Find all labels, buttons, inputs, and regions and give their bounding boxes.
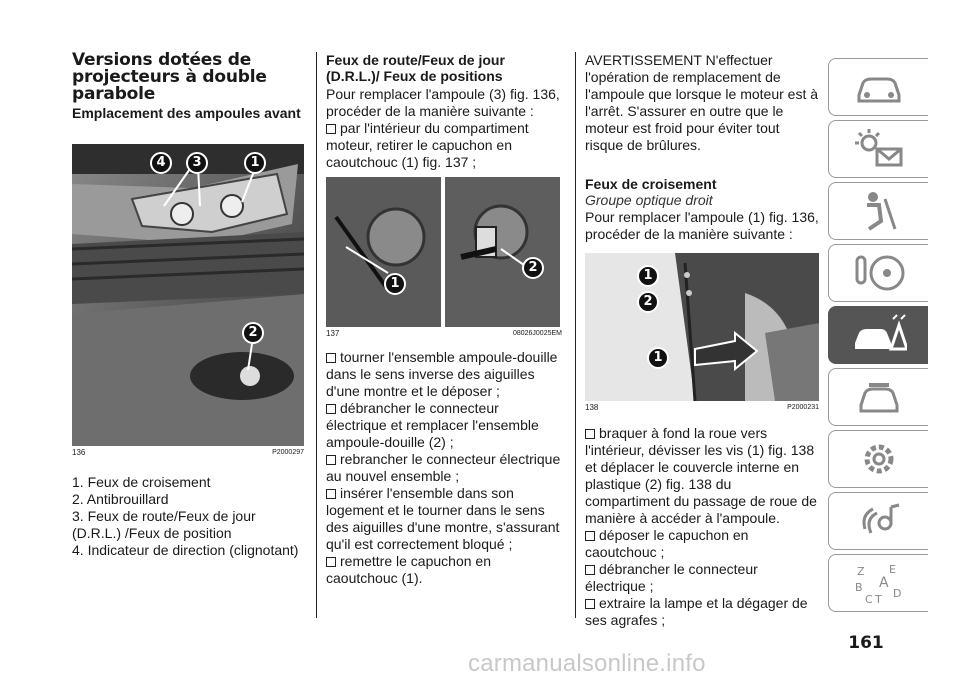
multimedia-icon <box>851 499 907 543</box>
checkbox-icon <box>326 489 336 499</box>
index-letter: C <box>864 593 873 605</box>
index-letters-icon <box>851 561 907 605</box>
section-subtitle: Emplacement des ampoules avant <box>72 105 301 121</box>
figure-number: 136 <box>72 448 86 457</box>
step-item: braquer à fond la roue vers l'intérieur, dévisser les vis (1) fig. 138 et déplacer le couvercle interne en plastique (2) fig. 138 du compartiment du passage de roue de manière à accéder à l'ampoule. <box>585 425 817 526</box>
column-2 <box>326 52 562 587</box>
checkbox-icon <box>326 124 336 134</box>
callout-badge: 2 <box>522 257 544 279</box>
steps-list <box>585 425 819 629</box>
intro-text: Pour remplacer l'ampoule (1) fig. 136, procéder de la manière suivante : <box>585 209 819 242</box>
callout-badge: 1 <box>384 273 406 295</box>
checkbox-icon <box>326 404 336 414</box>
legend-item: 3. Feux de route/Feux de jour (D.R.L.) /Feux de position <box>72 508 256 541</box>
index-letter: Z <box>856 565 865 578</box>
group-title: Groupe optique droit <box>585 192 713 208</box>
legend-item: 4. Indicateur de direction (clignotant) <box>72 542 299 558</box>
callout-badge: 1 <box>637 265 659 287</box>
checkbox-icon <box>585 531 595 541</box>
figure-code: P2000297 <box>272 449 304 456</box>
step-item: extraire la lampe et la dégager de ses agrafes ; <box>585 595 808 628</box>
step-item: tourner l'ensemble ampoule-douille dans le sens inverse des aiguilles d'une montre et le déposer ; <box>326 349 558 399</box>
checkbox-icon <box>326 353 336 363</box>
figure-code: 08026J0025EM <box>512 330 562 337</box>
chapter-sidebar <box>828 58 930 616</box>
page-number: 161 <box>848 633 884 653</box>
section-title: Feux de route/Feux de jour (D.R.L.)/ Feux de positions <box>326 52 505 84</box>
figure-137 <box>326 177 560 327</box>
column-3 <box>585 52 819 629</box>
watermark: carmanualsonline.info <box>468 650 706 677</box>
checkbox-icon <box>585 599 595 609</box>
engine-bay-photo <box>326 177 560 327</box>
step-item: par l'intérieur du compartiment moteur, retirer le capuchon en caoutchouc (1) fig. 137 ; <box>326 120 529 170</box>
intro-text: Pour remplacer l'ampoule (3) fig. 136, procéder de la manière suivante : <box>326 86 560 119</box>
step-item: remettre le capuchon en caoutchouc (1). <box>326 553 491 586</box>
callout-badge: 4 <box>150 152 172 174</box>
tab-index[interactable] <box>828 554 928 612</box>
figure-138 <box>585 253 819 401</box>
column-1 <box>72 52 304 559</box>
figure-caption <box>72 448 304 458</box>
index-letter: A <box>878 575 889 591</box>
section-title: Versions dotées de projecteurs à double parabole <box>72 50 267 104</box>
figure-number: 137 <box>326 329 340 338</box>
breakdown-car-icon <box>851 313 907 357</box>
callout-badge: 2 <box>242 322 264 344</box>
tab-technical-data[interactable] <box>828 430 928 488</box>
step-item: débrancher le connecteur électrique et remplacer l'ensemble ampoule-douille (2) ; <box>326 400 539 450</box>
headlight-photo <box>72 144 304 446</box>
callout-badge: 1 <box>244 152 266 174</box>
dashboard-car-icon <box>851 65 907 109</box>
step-item: débrancher le connecteur électrique ; <box>585 561 758 594</box>
checkbox-icon <box>326 455 336 465</box>
column-divider <box>316 52 317 618</box>
safety-airbag-icon <box>851 189 907 233</box>
warning-lights-icon <box>851 127 907 171</box>
tab-dashboard[interactable] <box>828 58 928 116</box>
checkbox-icon <box>585 429 595 439</box>
column-divider <box>575 52 576 618</box>
figure-code: P2000231 <box>787 404 819 411</box>
tab-driving[interactable] <box>828 244 928 302</box>
tab-maintenance[interactable] <box>828 368 928 426</box>
tab-multimedia[interactable] <box>828 492 928 550</box>
callout-badge: 1 <box>647 347 669 369</box>
tab-safety[interactable] <box>828 182 928 240</box>
index-letter: D <box>892 587 901 600</box>
figure-136 <box>72 144 304 446</box>
steering-wheel-icon <box>851 251 907 295</box>
wheel-arch-photo <box>585 253 819 401</box>
maintenance-car-icon <box>851 375 907 419</box>
checkbox-icon <box>585 565 595 575</box>
step-item: déposer le capuchon en caoutchouc ; <box>585 527 749 560</box>
figure-number: 138 <box>585 403 599 412</box>
index-letter: E <box>888 563 896 576</box>
callout-badge: 3 <box>186 152 208 174</box>
legend-item: 2. Antibrouillard <box>72 491 169 507</box>
step-item: rebrancher le connecteur électrique au nouvel ensemble ; <box>326 451 561 484</box>
figure-caption <box>326 329 562 339</box>
index-letter: T <box>874 593 882 605</box>
tab-emergency[interactable] <box>828 306 928 364</box>
technical-gear-icon <box>851 437 907 481</box>
steps-list <box>326 349 562 587</box>
legend-list <box>72 474 304 559</box>
legend-item: 1. Feux de croisement <box>72 474 211 490</box>
warning-text: AVERTISSEMENT N'effectuer l'opération de remplacement de l'ampoule que lorsque le moteur est à l'arrêt. S'assurer en outre que le moteur est froid pour éviter tout risque de brûlures. <box>585 52 819 153</box>
checkbox-icon <box>326 557 336 567</box>
figure-caption <box>585 403 819 413</box>
tab-warning-lights[interactable] <box>828 120 928 178</box>
callout-badge: 2 <box>637 291 659 313</box>
index-letter: B <box>854 581 863 594</box>
step-item: insérer l'ensemble dans son logement et le tourner dans le sens des aiguilles d'une montre, s'assurant qu'il est correctement bloqué ; <box>326 485 560 552</box>
section-title: Feux de croisement <box>585 176 717 192</box>
